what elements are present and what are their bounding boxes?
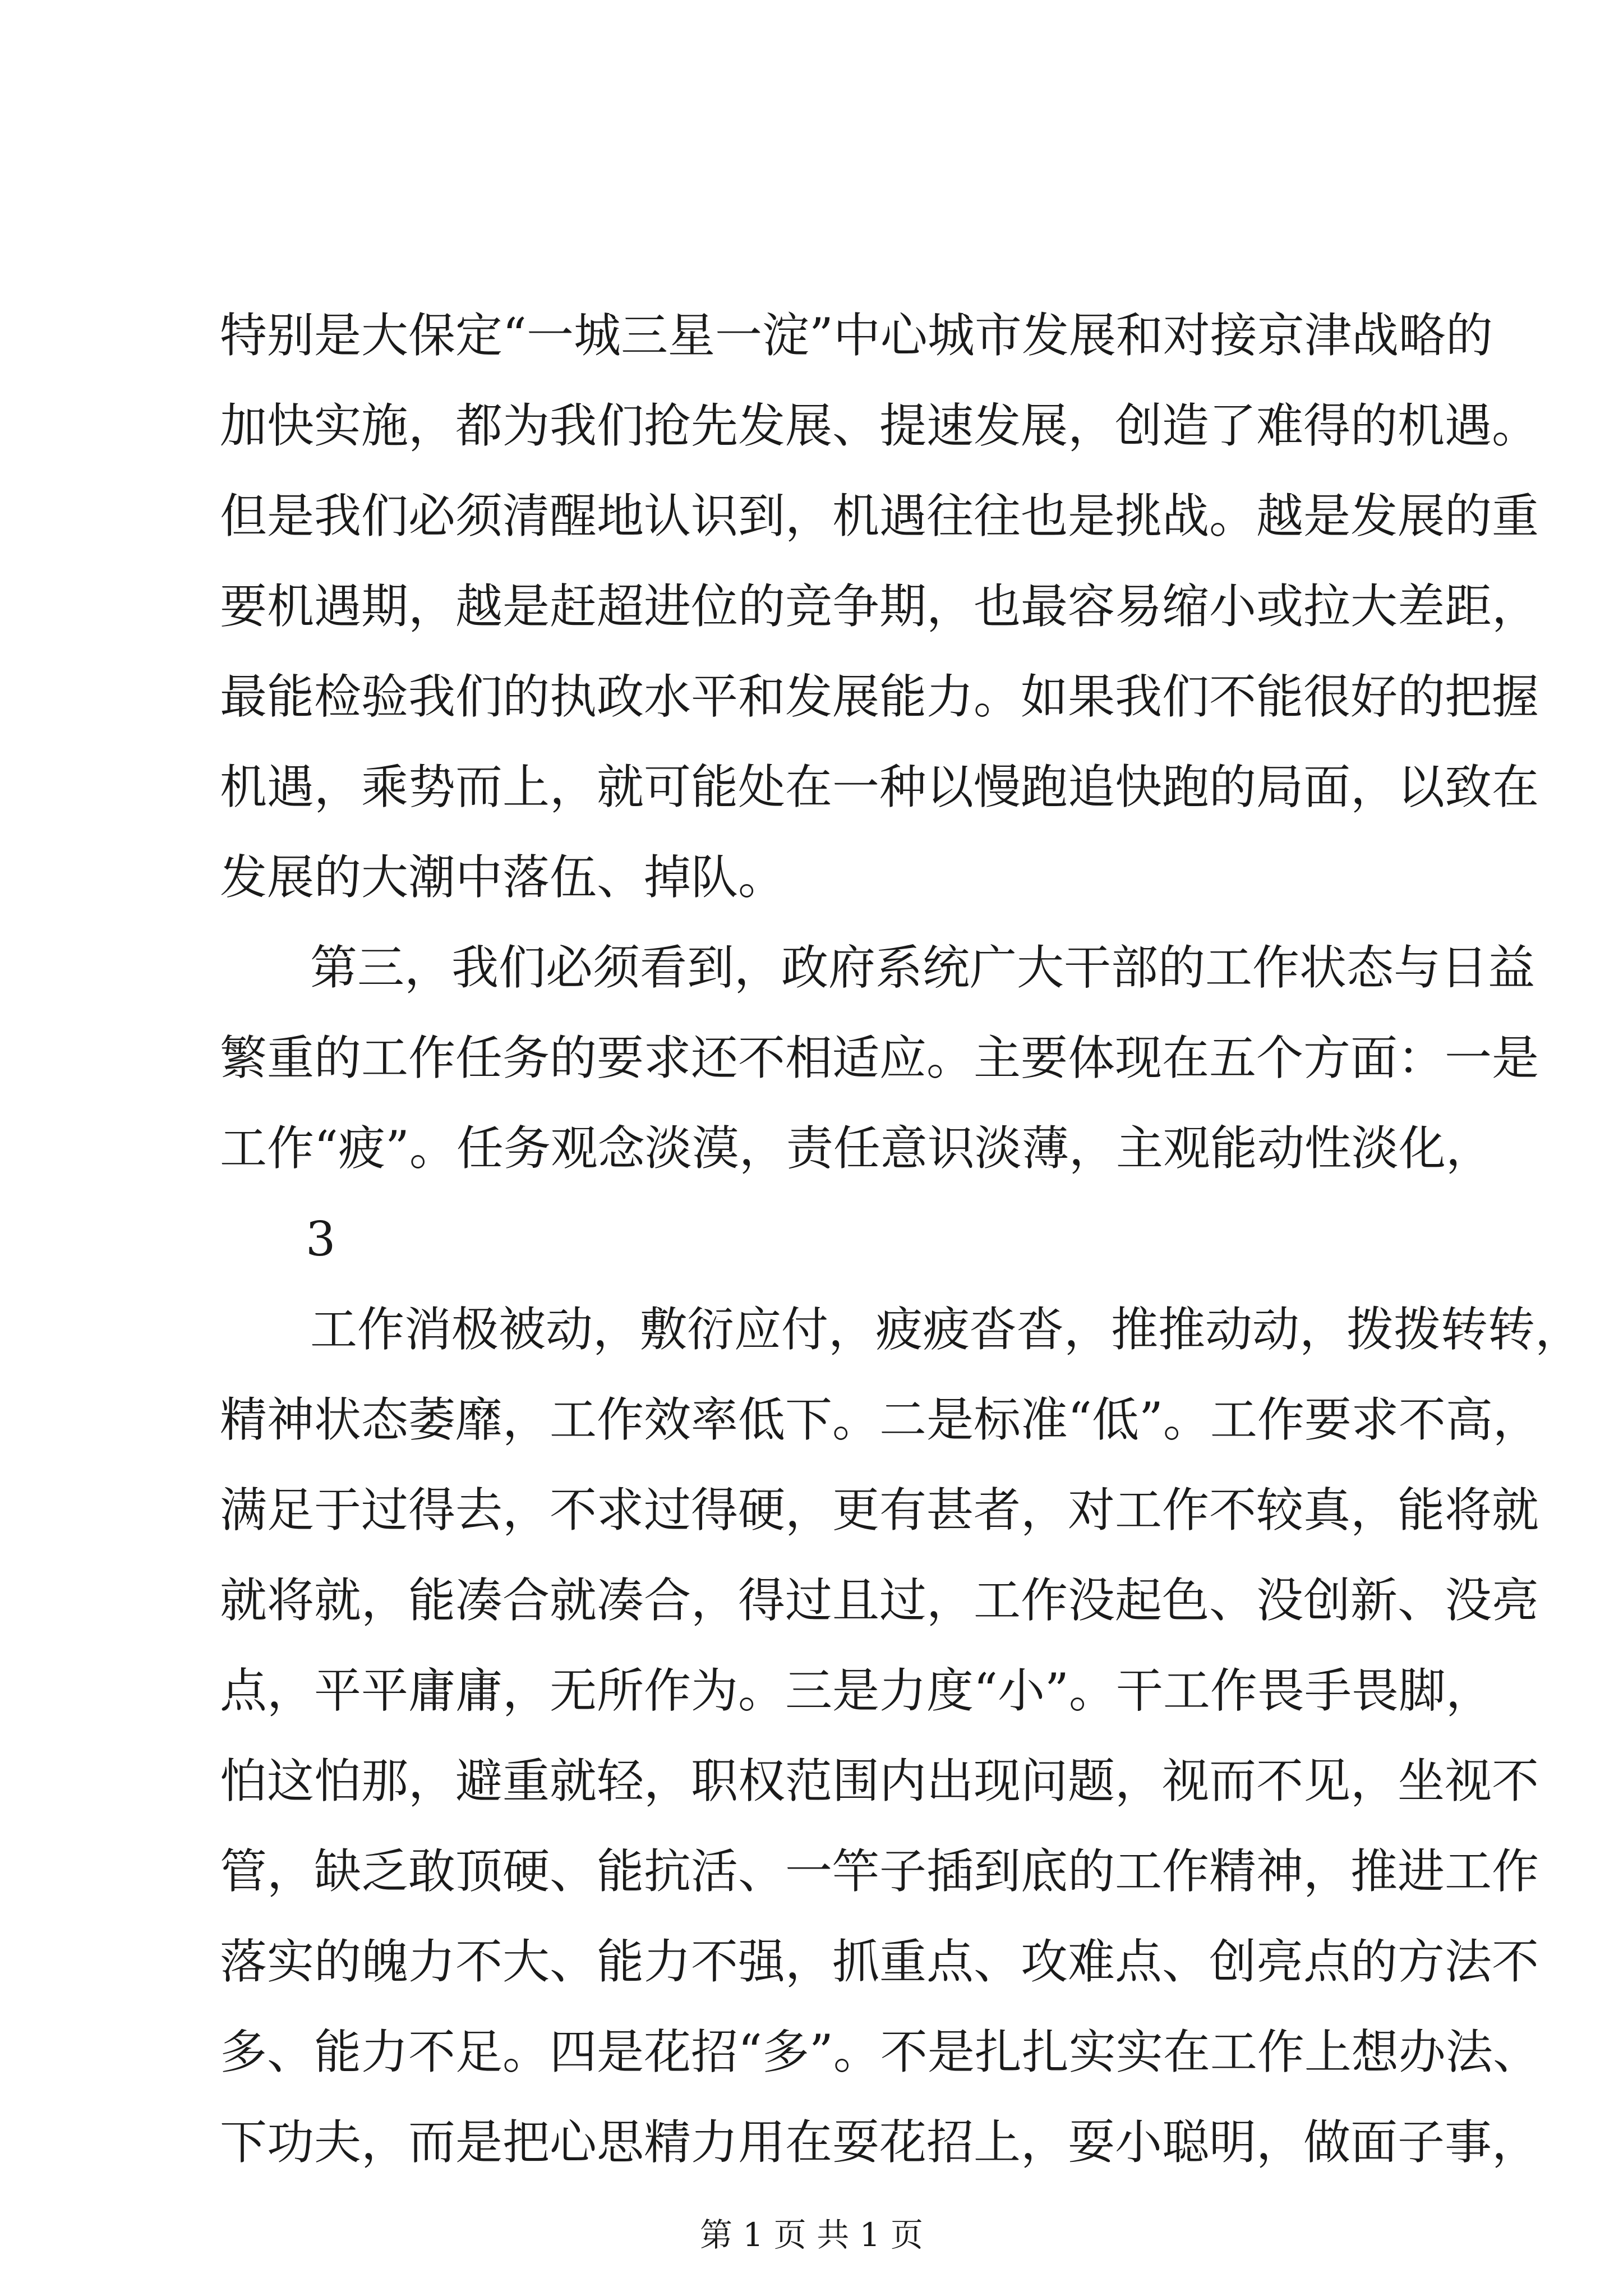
text-line: 要机遇期，越是赶超进位的竞争期，也最容易缩小或拉大差距， — [220, 579, 1539, 634]
text-line: 繁重的工作任务的要求还不相适应。主要体现在五个方面：一是 — [220, 1030, 1539, 1085]
text-line: 精神状态萎靡，工作效率低下。二是标准“低”。工作要求不高， — [220, 1392, 1540, 1447]
text-line: 特别是大保定“一城三星一淀”中心城市发展和对接京津战略的 — [220, 308, 1493, 363]
text-line: 工作“疲”。任务观念淡漠，责任意识淡薄，主观能动性淡化， — [220, 1121, 1493, 1176]
text-line: 下功夫，而是把心思精力用在耍花招上，耍小聪明，做面子事， — [220, 2115, 1539, 2170]
page-footer: 第 1 页 共 1 页 — [700, 2216, 923, 2254]
text-line: 但是我们必须清醒地认识到，机遇往往也是挑战。越是发展的重 — [220, 489, 1539, 544]
text-line: 满足于过得去，不求过得硬，更有甚者，对工作不较真，能将就 — [220, 1483, 1539, 1538]
text-line: 点，平平庸庸，无所作为。三是力度“小”。干工作畏手畏脚， — [220, 1663, 1493, 1718]
text-line: 落实的魄力不大、能力不强，抓重点、攻难点、创亮点的方法不 — [220, 1934, 1539, 1989]
paragraph-start-line: 第三，我们必须看到，政府系统广大干部的工作状态与日益 — [310, 940, 1536, 995]
text-line: 加快实施，都为我们抢先发展、提速发展，创造了难得的机遇。 — [220, 398, 1539, 453]
text-line: 最能检验我们的执政水平和发展能力。如果我们不能很好的把握 — [220, 669, 1539, 724]
text-line: 发展的大潮中落伍、掉队。 — [220, 850, 786, 905]
paragraph-start-line: 工作消极被动，敷衍应付，疲疲沓沓，推推动动，拨拨转转， — [310, 1302, 1583, 1357]
text-line: 管，缺乏敢顶硬、能抗活、一竿子插到底的工作精神，推进工作 — [220, 1844, 1539, 1899]
text-line: 就将就，能凑合就凑合，得过且过，工作没起色、没创新、没亮 — [220, 1573, 1539, 1628]
text-line: 怕这怕那，避重就轻，职权范围内出现问题，视而不见，坐视不 — [220, 1754, 1539, 1809]
text-line: 多、能力不足。四是花招“多”。不是扎扎实实在工作上想办法、 — [220, 2024, 1540, 2079]
text-line: 机遇，乘势而上，就可能处在一种以慢跑追快跑的局面，以致在 — [220, 760, 1539, 815]
inline-page-number: 3 — [306, 1212, 336, 1267]
